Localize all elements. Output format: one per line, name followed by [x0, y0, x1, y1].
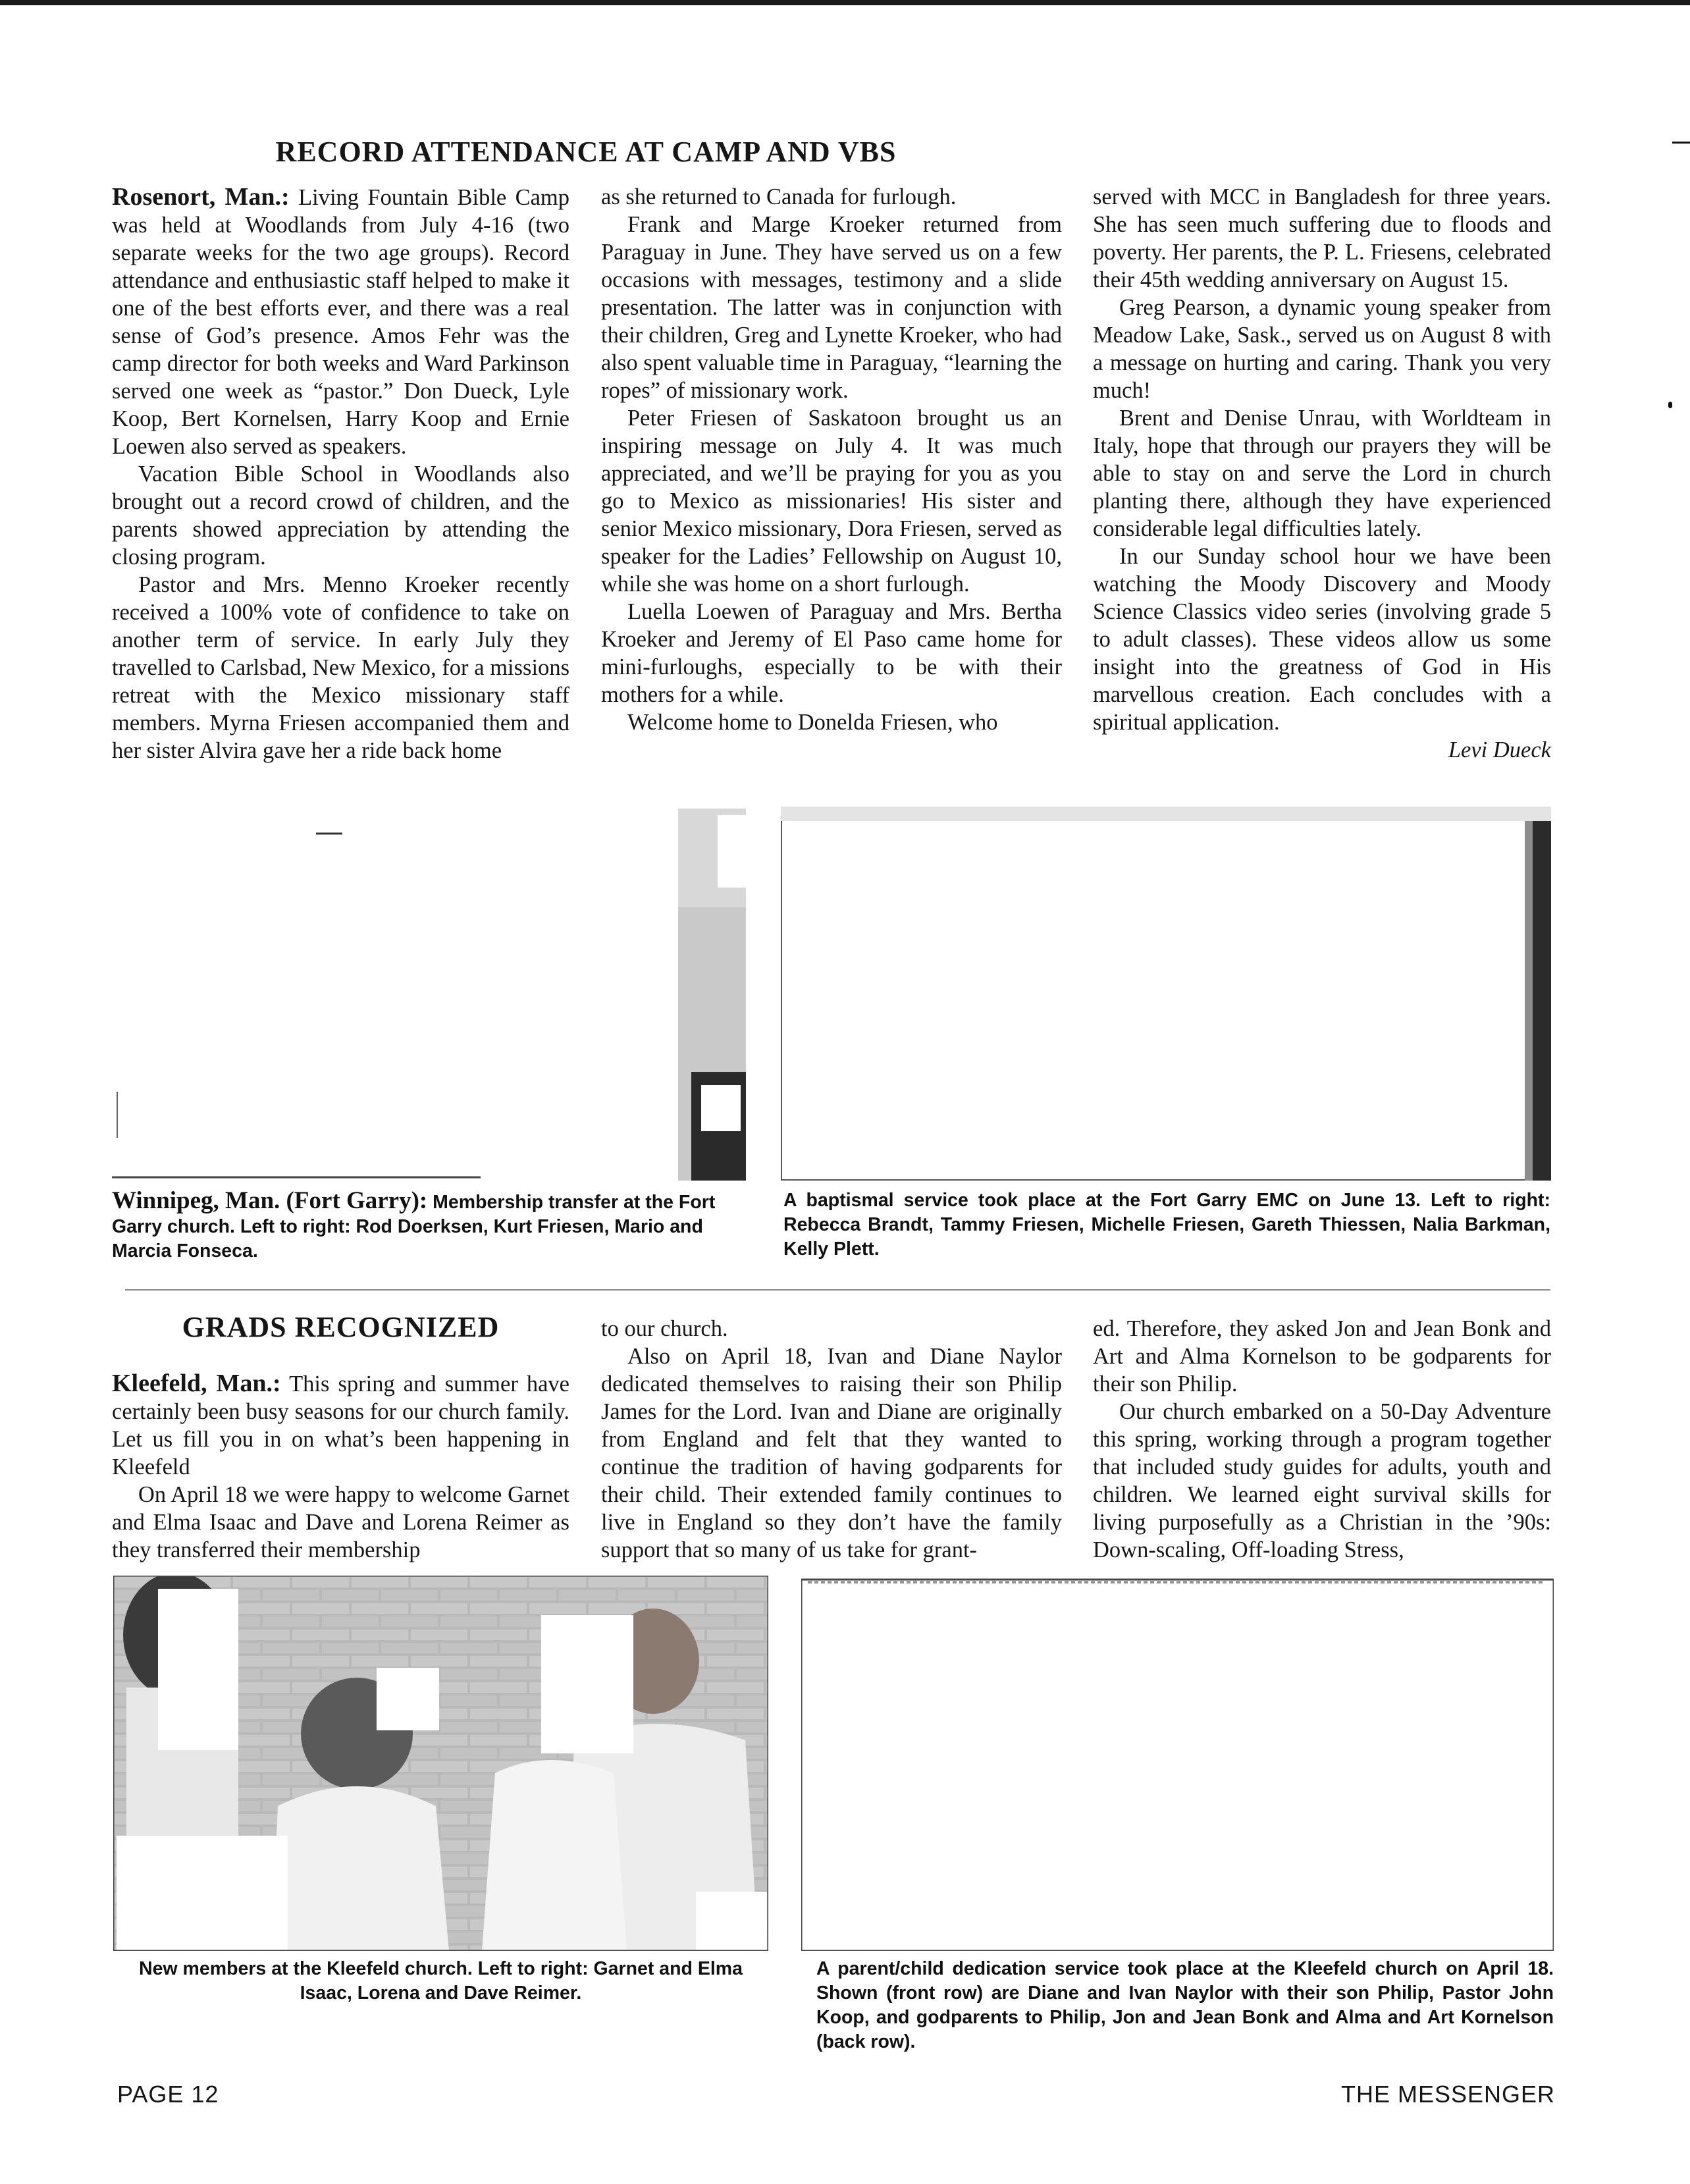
caption-kleefeld-new-members: New members at the Kleefeld church. Left to right: Garnet and Elma Isaac, Lorena and Dave Reimer. [139, 1958, 743, 2004]
photo-kleefeld-dedication [801, 1576, 1554, 1951]
article1-column-3 [1093, 183, 1551, 764]
paragraph: Living Fountain Bible Camp was held at Woodlands from July 4-16 (two separate weeks for the two age groups). Record attendance and enthusiastic staff helped to make it one of the best efforts ever, and there was a real sense of God’s presence. Amos Fehr was the camp director for both weeks and Ward Parkinson served one week as “pastor.” Don Dueck, Lyle Koop, Bert Kornelsen, Harry Koop and Ernie Loewen also served as speakers. [112, 185, 570, 459]
photo-fort-garry-baptism [781, 807, 1551, 1181]
paragraph: ed. Therefore, they asked Jon and Jean Bonk and Art and Alma Kornelson to be godparents for their son Philip. [1093, 1316, 1551, 1397]
photo-kleefeld-new-members [113, 1576, 768, 1951]
page-top-border [0, 0, 1690, 5]
paragraph: to our church. [601, 1316, 728, 1341]
dateline-rosenort: Rosenort, Man.: [112, 183, 290, 211]
section-divider [125, 1289, 1550, 1291]
paragraph: On April 18 we were happy to welcome Garnet and Elma Isaac and Dave and Lorena Reimer as they transferred their membership [112, 1482, 569, 1562]
article2-column-2 [601, 1315, 1062, 1564]
paragraph: served with MCC in Bangladesh for three years. She has seen much suffering due to floods and poverty. Her parents, the P. L. Friesens, celebrated their 45th wedding anniversary on August 15. [1093, 184, 1551, 292]
article2-column-1 [112, 1370, 569, 1564]
caption-fort-garry-membership [112, 1188, 757, 1264]
photo-fort-garry-membership [112, 809, 746, 1181]
paragraph: Welcome home to Donelda Friesen, who [627, 710, 998, 735]
paragraph: Greg Pearson, a dynamic young speaker from Meadow Lake, Sask., served us on August 8 with a message on hurting and caring. Thank you very much! [1093, 295, 1551, 403]
paragraph: Peter Friesen of Saskatoon brought us an inspiring message on July 4. It was much appreciated, and we’ll be praying for you as you go to Mexico as missionaries! His sister and senior Mexico missionary, Dora Friesen, served as speaker for the Ladies’ Fellowship on August 10, while she was home on a short furlough. [601, 406, 1062, 597]
paragraph: Luella Loewen of Paraguay and Mrs. Bertha Kroeker and Jeremy of El Paso came home for mini-furloughs, especially to be with their mothers for a while. [601, 599, 1062, 707]
caption-lead: Winnipeg, Man. (Fort Garry): [112, 1187, 428, 1214]
caption-kleefeld-dedication: A parent/child dedication service took place at the Kleefeld church on April 18. Shown (front row) are Diane and Ivan Naylor with their son Philip, Pastor John Koop, and godparents to Philip, Jon and Jean Bonk and Alma and Art Kornelson (back row). [816, 1958, 1554, 2052]
page-number: PAGE 12 [117, 2081, 219, 2108]
paragraph: Our church embarked on a 50-Day Adventure this spring, working through a program together that included study guides for adults, youth and children. We learned eight survival skills for living purposefully as a Christian in the ’90s: Down-scaling, Off-loading Stress, [1093, 1399, 1551, 1562]
article-headline-camp-vbs: RECORD ATTENDANCE AT CAMP AND VBS [275, 136, 897, 168]
publication-name: THE MESSENGER [1340, 2081, 1555, 2108]
article2-column-3 [1093, 1315, 1551, 1564]
paragraph: This spring and summer have certainly been busy seasons for our church family. Let us fill you in on what’s been happening in Kleefeld [112, 1372, 569, 1479]
paragraph: Frank and Marge Kroeker returned from Paraguay in June. They have served us on a few occasions with messages, testimony and a slide presentation. The latter was in conjunction with their children, Greg and Lynette Kroeker, who had also spent valuable time in Paraguay, “learning the ropes” of missionary work. [601, 212, 1062, 403]
paragraph: Also on April 18, Ivan and Diane Naylor dedicated themselves to raising their son Philip James for the Lord. Ivan and Diane are originally from England and felt that they wanted to continue the tradition of having godparents for their child. Their extended family continues to live in England so they don’t have the family support that so many of us take for grant- [601, 1344, 1062, 1562]
dateline-kleefeld: Kleefeld, Man.: [112, 1370, 281, 1397]
margin-dot [1668, 402, 1672, 408]
paragraph: In our Sunday school hour we have been watching the Moody Discovery and Moody Science Classics video series (involving grade 5 to adult classes). These videos allow us some insight into the greatness of God in His marvellous creation. Each concludes with a spiritual application. [1093, 544, 1551, 735]
caption-text: Membership transfer at the Fort Garry church. Left to right: Rod Doerksen, Kurt Friesen, Mario and Marcia Fonseca. [112, 1192, 716, 1262]
article-headline-grads: GRADS RECOGNIZED [182, 1311, 500, 1343]
article1-column-2 [601, 183, 1062, 736]
paragraph: as she returned to Canada for furlough. [601, 184, 957, 209]
paragraph: Vacation Bible School in Woodlands also brought out a record crowd of children, and the parents showed appreciation by attending the closing program. [112, 462, 569, 570]
author-signature: Levi Dueck [1448, 737, 1551, 762]
margin-mark [1672, 142, 1690, 144]
caption-fort-garry-baptism: A baptismal service took place at the Fort Garry EMC on June 13. Left to right: Rebecca Brandt, Tammy Friesen, Michelle Friesen, Gareth Thiessen, Nalia Barkman, Kelly Plett. [783, 1190, 1550, 1260]
paragraph: Pastor and Mrs. Menno Kroeker recently received a 100% vote of confidence to take on another term of service. In early July they travelled to Carlsbad, New Mexico, for a missions retreat with the Mexico missionary staff members. Myrna Friesen accompanied them and her sister Alvira gave her a ride back home [112, 572, 569, 763]
article1-column-1 [112, 183, 569, 764]
paragraph: Brent and Denise Unrau, with Worldteam in Italy, hope that through our prayers they will be able to stay on and serve the Lord in church planting there, although they have experienced considerable legal difficulties lately. [1093, 406, 1551, 541]
